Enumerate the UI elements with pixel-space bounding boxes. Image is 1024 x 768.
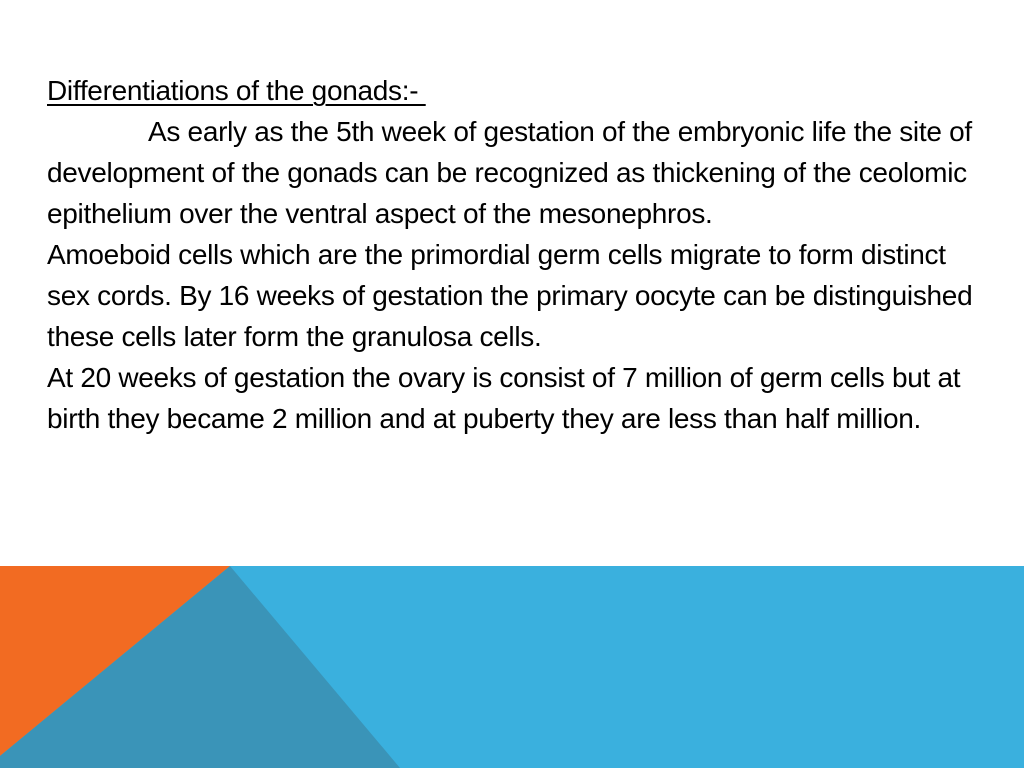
slide-heading: Differentiations of the gonads:- — [47, 75, 426, 106]
paragraph-gonad-site: As early as the 5th week of gestation of the embryonic life the site of development of the gonads can be recognized as thickening of the ceolomic epithelium over the ventral aspect of the mesonephros. — [47, 116, 972, 229]
paragraph-germ-cells: Amoeboid cells which are the primordial germ cells migrate to form distinct sex cords. By 16 weeks of gestation the primary oocyte can be distinguished these cells later form the granulosa cells. — [47, 239, 973, 352]
slide-body — [47, 70, 977, 439]
paragraph-ovary-count: At 20 weeks of gestation the ovary is consist of 7 million of germ cells but at birth they became 2 million and at puberty they are less than half million. — [47, 362, 961, 434]
decorative-footer-band — [0, 566, 1024, 768]
